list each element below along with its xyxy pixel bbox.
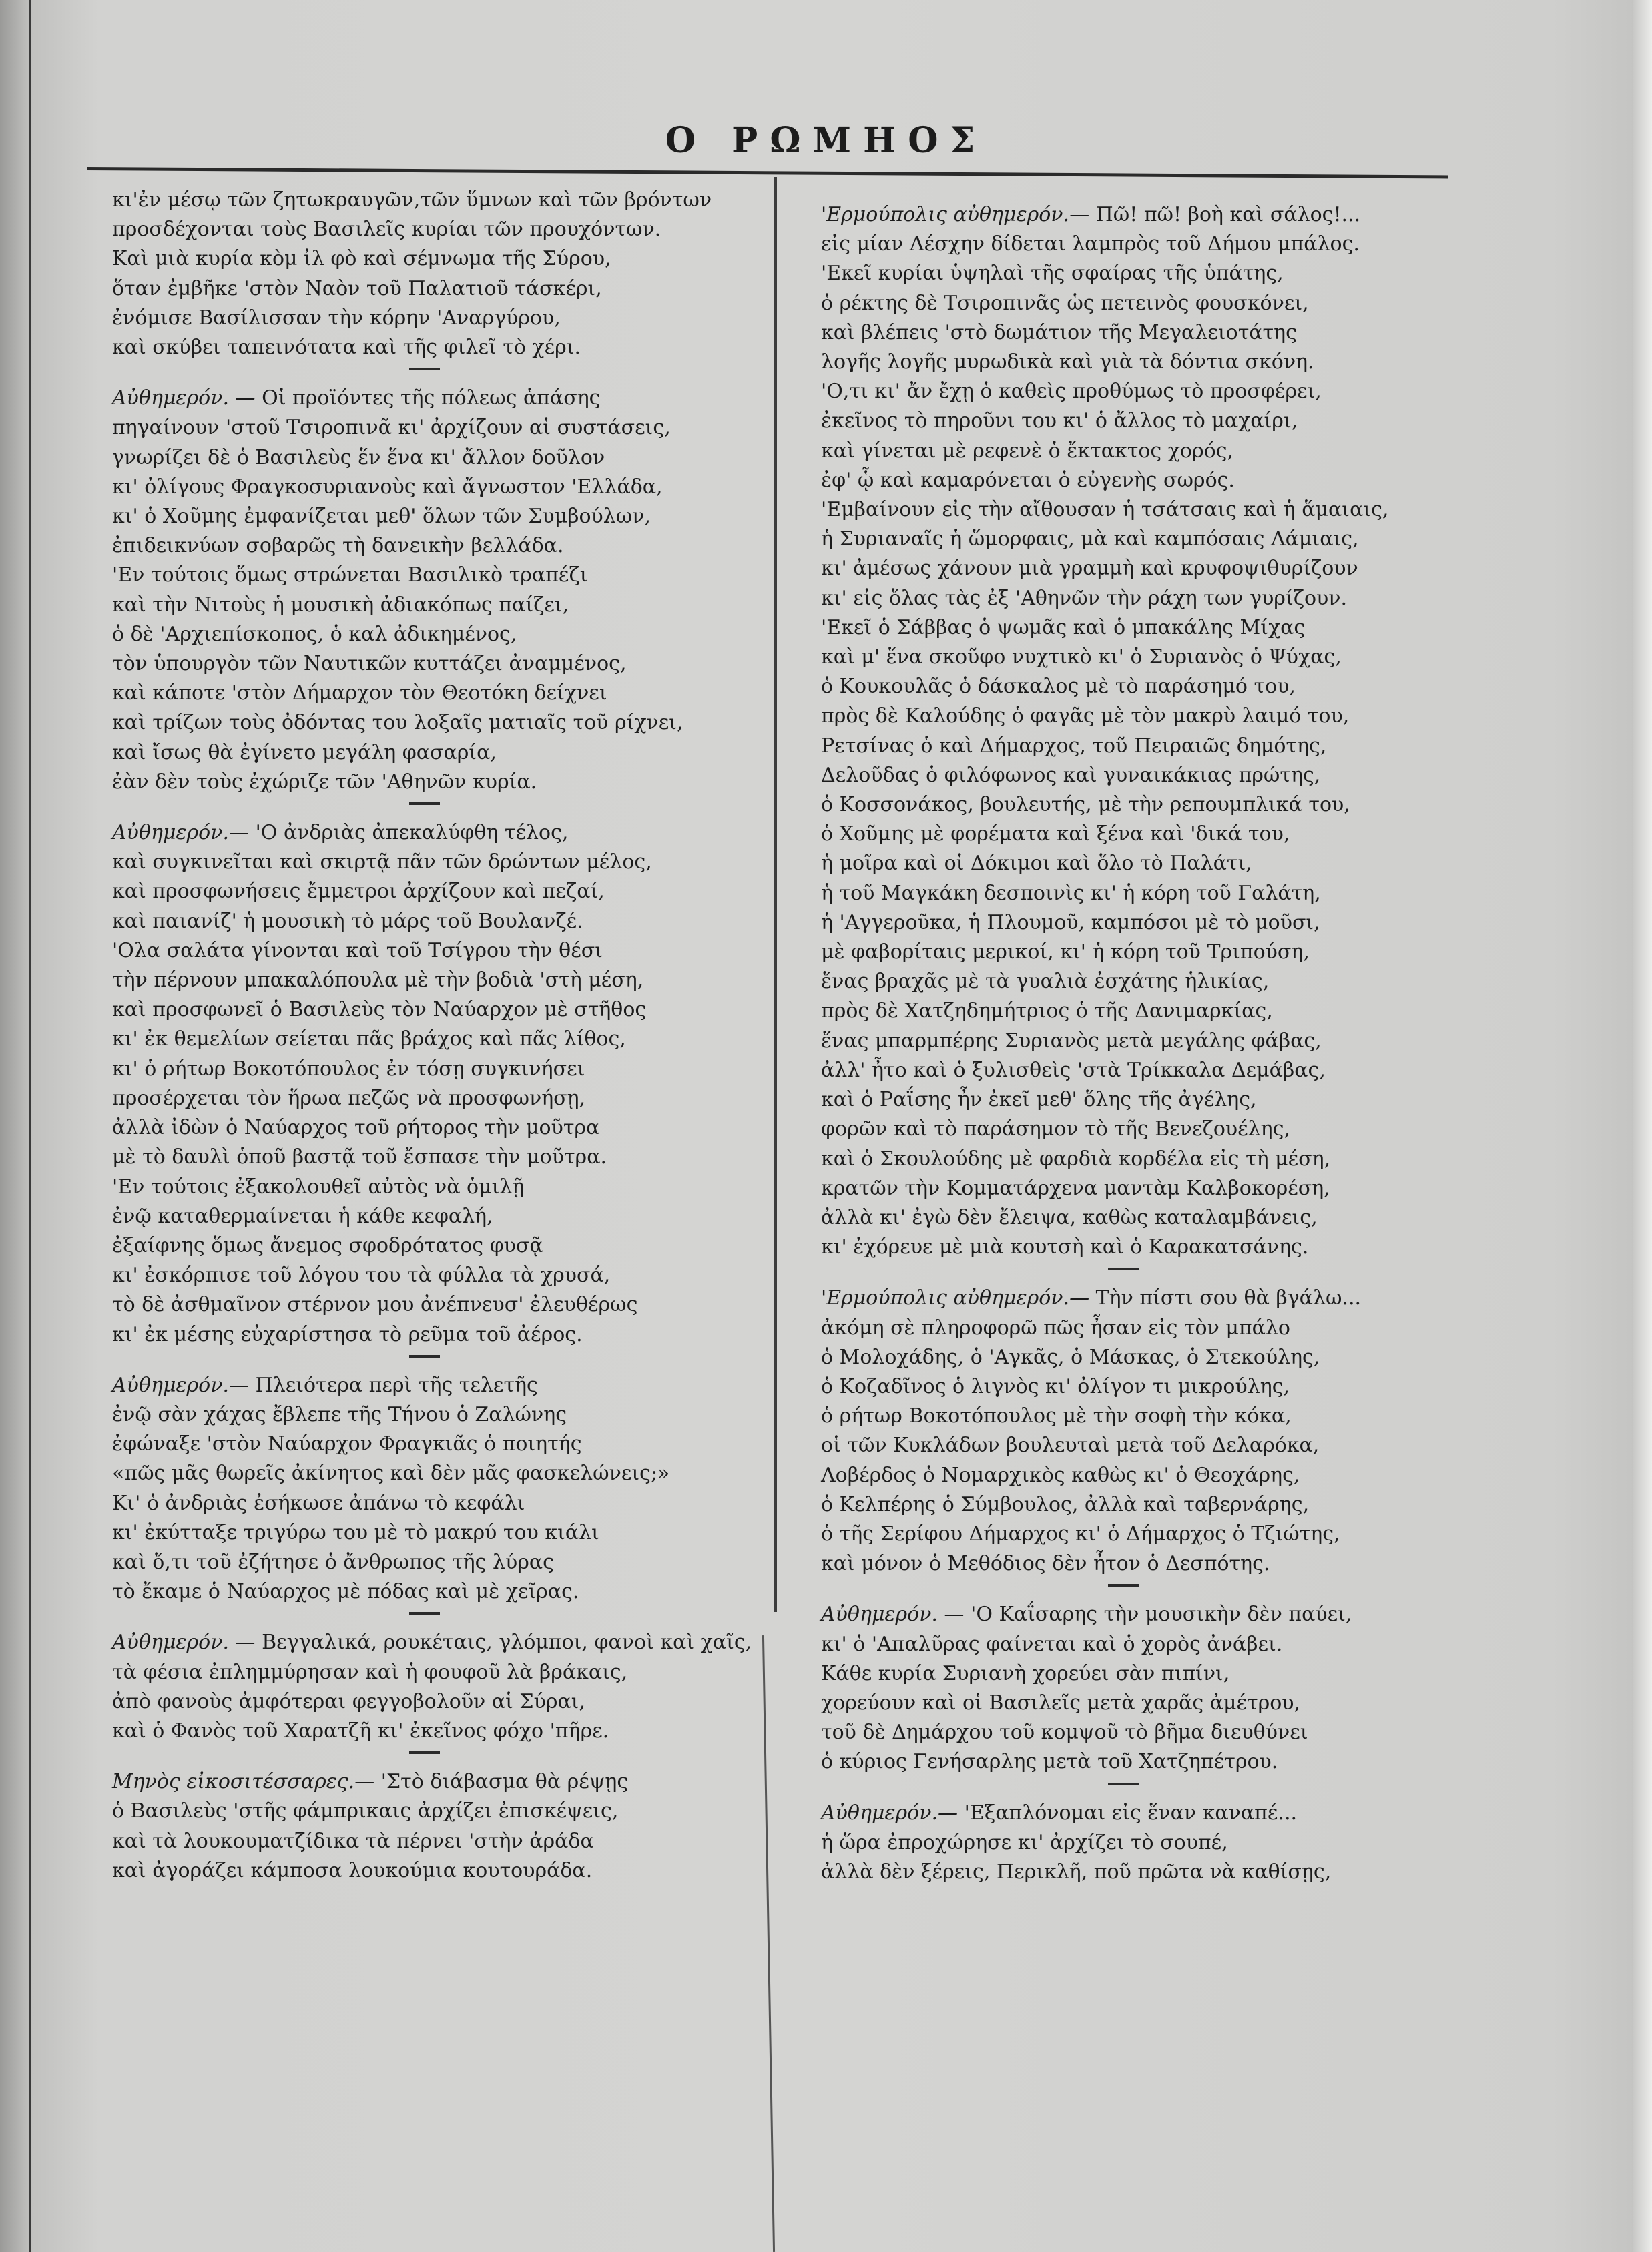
verse-text: οἱ τῶν Κυκλάδων βουλευταὶ μετὰ τοῦ Δελαρόκα, bbox=[821, 1434, 1320, 1458]
verse-line bbox=[821, 1056, 1488, 1085]
verse-line bbox=[112, 1231, 766, 1261]
verse-line bbox=[112, 1717, 766, 1746]
verse-text: ὁ Κελπέρης ὁ Σύμβουλος, ἀλλὰ καὶ ταβερνάρης, bbox=[821, 1492, 1310, 1516]
verse-line bbox=[821, 938, 1488, 967]
verse-line bbox=[112, 818, 766, 848]
verse-text: τοῦ δὲ Δημάρχου τοῦ κομψοῦ τὸ βῆμα διευθύνει bbox=[821, 1721, 1308, 1745]
verse-line bbox=[112, 502, 766, 531]
verse-text: κι' ἐκ θεμελίων σείεται πᾶς βράχος καὶ πᾶς λίθος, bbox=[112, 1027, 626, 1051]
verse-text: καὶ προσφωνεῖ ὁ Βασιλεὺς τὸν Ναύαρχον μὲ στῆθος bbox=[112, 998, 647, 1022]
verse-text: προσδέχονται τοὺς Βασιλεῖς κυρίαι τῶν προυχόντων. bbox=[112, 218, 661, 242]
verse-line bbox=[821, 406, 1488, 436]
verse-line bbox=[821, 495, 1488, 525]
verse-line bbox=[821, 377, 1488, 406]
verse-line bbox=[821, 997, 1488, 1026]
verse-text: ἡ Συριαναῖς ἡ ὥμορφαις, μὰ καὶ καμπόσαις Λάμιαις, bbox=[821, 527, 1359, 551]
verse-text: Δελοῦδας ὁ φιλόφωνος καὶ γυναικάκιας πρώτης, bbox=[821, 763, 1321, 787]
verse-text: καὶ παιανίζ' ἡ μουσικὴ τὸ μάρς τοῦ Βουλανζέ. bbox=[112, 909, 583, 933]
verse-text: Λοβέρδος ὁ Νομαρχικὸς καθὼς κι' ὁ Θεοχάρης, bbox=[821, 1463, 1300, 1487]
verse-line bbox=[821, 613, 1488, 643]
verse-line bbox=[821, 1203, 1488, 1233]
verse-line bbox=[112, 473, 766, 502]
verse-text: ἀλλὰ ἰδὼν ὁ Ναύαρχος τοῦ ρήτορος τὴν μοῦτρα bbox=[112, 1116, 600, 1140]
verse-text: καὶ ὁ Σκουλούδης μὲ φαρδιὰ κορδέλα εἰς τὴ μέση, bbox=[821, 1147, 1331, 1171]
verse-line bbox=[112, 995, 766, 1025]
verse-line bbox=[112, 1055, 766, 1084]
verse-text: κι' ἐκύτταξε τριγύρω του μὲ τὸ μακρύ του κιάλι bbox=[112, 1520, 599, 1544]
verse-text: κι' ἀμέσως χάνουν μιὰ γραμμὴ καὶ κρυφοψιθυρίζουν bbox=[821, 557, 1358, 581]
verse-text: καὶ ὁ Ραΐσης ἦν ἐκεῖ μεθ' ὅλης τῆς ἀγέλης, bbox=[821, 1088, 1257, 1112]
verse-line bbox=[821, 1085, 1488, 1115]
verse-line bbox=[112, 877, 766, 906]
verse-line bbox=[821, 1372, 1488, 1402]
verse-text: ἐκεῖνος τὸ πηροῦνι του κι' ὁ ἄλλος τὸ μαχαίρι, bbox=[821, 409, 1298, 433]
verse-line bbox=[821, 1858, 1488, 1887]
verse-text: ὅταν ἐμβῆκε 'στὸν Ναὸν τοῦ Παλατιοῦ τάσκέρι, bbox=[112, 276, 602, 300]
section-separator bbox=[409, 1355, 440, 1358]
verse-line bbox=[821, 554, 1488, 583]
section-heading: Αὐθημερόν. — bbox=[112, 1631, 256, 1655]
verse-text: ὁ Βασιλεὺς 'στῆς φάμπρικαις ἀρχίζει ἐπισκέψεις, bbox=[112, 1799, 619, 1823]
verse-text: γνωρίζει δὲ ὁ Βασιλεὺς ἕν ἕνα κι' ἄλλον δοῦλον bbox=[112, 445, 605, 469]
verse-text: 'Εκεῖ ὁ Σάββας ὁ ψωμᾶς καὶ ὁ μπακάλης Μίχας bbox=[821, 615, 1306, 639]
verse-line bbox=[112, 1202, 766, 1231]
verse-text: καὶ σκύβει ταπεινότατα καὶ τῆς φιλεῖ τὸ χέρι. bbox=[112, 336, 581, 360]
verse-line bbox=[112, 1628, 766, 1657]
verse-line bbox=[821, 1549, 1488, 1579]
verse-text: Βεγγαλικά, ρουκέταις, γλόμποι, φανοὶ καὶ χαῖς, bbox=[262, 1631, 752, 1655]
verse-line bbox=[112, 1827, 766, 1856]
masthead-title: Ο ΡΩΜΗΟΣ bbox=[665, 120, 987, 161]
verse-text: ἐξαίφνης ὅμως ἄνεμος σφοδρότατος φυσᾷ bbox=[112, 1233, 543, 1257]
verse-line bbox=[821, 761, 1488, 790]
verse-text: τὸν ὑπουργὸν τῶν Ναυτικῶν κυττάζει ἀναμμένος, bbox=[112, 652, 627, 676]
verse-text: κι' ὁ ρήτωρ Βοκοτόπουλος ἐν τόσῃ συγκινήσει bbox=[112, 1057, 585, 1081]
verse-line bbox=[821, 1747, 1488, 1777]
verse-text: 'Ο Καΐσαρης τὴν μουσικὴν δὲν παύει, bbox=[971, 1603, 1352, 1627]
section-separator bbox=[1108, 1783, 1139, 1785]
verse-text: Καὶ μιὰ κυρία κὸμ ἰλ φὸ καὶ σέμνωμα τῆς Σύρου, bbox=[112, 247, 611, 271]
verse-text: 'Στὸ διάβασμα θὰ ρέψῃς bbox=[380, 1770, 629, 1794]
verse-text: ἀλλὰ δὲν ξέρεις, Περικλῆ, ποῦ πρῶτα νὰ καθίσῃς, bbox=[821, 1860, 1332, 1884]
verse-line bbox=[821, 1233, 1488, 1262]
verse-line bbox=[112, 1320, 766, 1350]
verse-line bbox=[821, 1284, 1488, 1313]
verse-text: καὶ κάποτε 'στὸν Δήμαρχον τὸν Θεοτόκη δείχνει bbox=[112, 681, 607, 706]
verse-text: λογῆς λογῆς μυρωδικὰ καὶ γιὰ τὰ δόντια σκόνη. bbox=[821, 350, 1314, 374]
verse-line bbox=[112, 244, 766, 274]
verse-text: ἐπιδεικνύων σοβαρῶς τὴ δανεικὴν βελλάδα. bbox=[112, 534, 564, 558]
verse-line bbox=[821, 348, 1488, 377]
verse-line bbox=[821, 1630, 1488, 1659]
verse-line bbox=[821, 466, 1488, 495]
verse-line bbox=[112, 304, 766, 333]
section-heading: Μηνὸς εἰκοσιτέσσαρες.— bbox=[112, 1770, 375, 1794]
verse-line bbox=[112, 1489, 766, 1518]
verse-line bbox=[821, 1115, 1488, 1144]
verse-line bbox=[112, 1173, 766, 1202]
verse-line bbox=[112, 1143, 766, 1172]
verse-line bbox=[112, 1400, 766, 1430]
verse-line bbox=[821, 820, 1488, 849]
verse-text: καὶ τρίζων τοὺς ὀδόντας του λοξαῖς ματιαῖς τοῦ ρίχνει, bbox=[112, 711, 683, 735]
verse-line bbox=[112, 1084, 766, 1113]
verse-line bbox=[821, 1689, 1488, 1718]
verse-text: ἡ μοῖρα καὶ οἱ Δόκιμοι καὶ ὅλο τὸ Παλάτι, bbox=[821, 852, 1252, 876]
verse-text: καὶ ἀγοράζει κάμποσα λουκούμια κουτουράδα. bbox=[112, 1858, 593, 1882]
verse-text: ὁ τῆς Σερίφου Δήμαρχος κι' ὁ Δήμαρχος ὁ Τζιώτης, bbox=[821, 1522, 1340, 1546]
verse-line bbox=[112, 215, 766, 244]
verse-line bbox=[112, 936, 766, 966]
verse-line bbox=[112, 274, 766, 304]
verse-line bbox=[821, 1461, 1488, 1490]
verse-line bbox=[112, 1290, 766, 1320]
verse-line bbox=[112, 848, 766, 877]
verse-text: κι'ἐν μέσῳ τῶν ζητωκραυγῶν,τῶν ὕμνων καὶ τῶν βρόντων bbox=[112, 188, 712, 212]
verse-text: Ρετσίνας ὁ καὶ Δήμαρχος, τοῦ Πειραιῶς δημότης, bbox=[821, 734, 1327, 758]
verse-line bbox=[112, 1658, 766, 1687]
verse-text: κι' ἐσκόρπισε τοῦ λόγου του τὰ φύλλα τὰ χρυσά, bbox=[112, 1263, 611, 1288]
verse-line bbox=[112, 1518, 766, 1548]
section-separator bbox=[409, 802, 440, 805]
verse-text: ἐνῷ σὰν χάχας ἔβλεπε τῆς Τήνου ὁ Ζαλώνης bbox=[112, 1402, 567, 1426]
verse-line bbox=[821, 1799, 1488, 1828]
verse-text: καὶ βλέπεις 'στὸ δωμάτιον τῆς Μεγαλειοτάτης bbox=[821, 320, 1297, 344]
verse-text: μὲ φαβορίταις μερικοί, κι' ἡ κόρη τοῦ Τριπούση, bbox=[821, 940, 1310, 964]
verse-text: 'Εμβαίνουν εἰς τὴν αἴθουσαν ἡ τσάτσαις καὶ ἡ ἅμαιαις, bbox=[821, 498, 1389, 522]
verse-text: ἡ τοῦ Μαγκάκη δεσποινὶς κι' ἡ κόρη τοῦ Γαλάτη, bbox=[821, 881, 1321, 905]
verse-line bbox=[112, 649, 766, 679]
verse-line bbox=[112, 1856, 766, 1886]
verse-line bbox=[112, 384, 766, 413]
verse-text: φορῶν καὶ τὸ παράσημον τὸ τῆς Βενεζουέλης, bbox=[821, 1117, 1290, 1141]
verse-text: 'Εν τούτοις ἐξακολουθεῖ αὐτὸς νὰ ὁμιλῇ bbox=[112, 1175, 525, 1199]
verse-text: πηγαίνουν 'στοῦ Τσιροπινᾶ κι' ἀρχίζουν αἱ συστάσεις, bbox=[112, 416, 671, 440]
verse-text: τὸ δὲ ἀσθμαῖνον στέρνον μου ἀνέπνευσ' ἐλευθέρως bbox=[112, 1293, 638, 1317]
verse-line bbox=[112, 186, 766, 215]
verse-text: τὸ ἔκαμε ὁ Ναύαρχος μὲ πόδας καὶ μὲ χεῖρας. bbox=[112, 1580, 579, 1604]
verse-text: καὶ ὁ Φανὸς τοῦ Χαρατζῆ κι' ἐκεῖνος φόχο 'πῆρε. bbox=[112, 1719, 609, 1743]
verse-line bbox=[821, 732, 1488, 761]
column-divider bbox=[774, 177, 777, 1612]
verse-text: ὁ Κουκουλᾶς ὁ δάσκαλος μὲ τὸ παράσημό του, bbox=[821, 675, 1296, 699]
verse-line bbox=[112, 531, 766, 561]
verse-line bbox=[821, 1145, 1488, 1174]
verse-text: 'Εν τούτοις ὅμως στρώνεται Βασιλικὸ τραπέζι bbox=[112, 563, 588, 587]
verse-line bbox=[112, 1797, 766, 1826]
verse-text: ὁ δὲ 'Αρχιεπίσκοπος, ὁ καλ ἀδικημένος, bbox=[112, 622, 517, 646]
verse-line bbox=[112, 1767, 766, 1797]
verse-text: Οἱ προϊόντες τῆς πόλεως ἁπάσης bbox=[262, 386, 601, 410]
verse-line bbox=[821, 1431, 1488, 1460]
verse-text: ἕνας μπαρμπέρης Συριανὸς μετὰ μεγάλης φάβας, bbox=[821, 1029, 1322, 1053]
verse-line bbox=[821, 289, 1488, 318]
verse-line bbox=[112, 708, 766, 738]
verse-text: Πλειότερα περὶ τῆς τελετῆς bbox=[255, 1373, 538, 1397]
verse-text: ἐὰν δὲν τοὺς ἐχώριζε τῶν 'Αθηνῶν κυρία. bbox=[112, 770, 537, 794]
verse-text: κι' ὀλίγους Φραγκοσυριανοὺς καὶ ἄγνωστον 'Ελλάδα, bbox=[112, 475, 663, 499]
verse-text: ἀκόμη σὲ πληροφορῶ πῶς ἦσαν εἰς τὸν μπάλο bbox=[821, 1316, 1290, 1340]
header-rule bbox=[87, 167, 1448, 178]
verse-line bbox=[112, 333, 766, 362]
verse-text: 'Ο ἀνδριὰς ἀπεκαλύφθη τέλος, bbox=[255, 821, 569, 845]
verse-text: πρὸς δὲ Χατζηδημήτριος ὁ τῆς Δανιμαρκίας, bbox=[821, 999, 1273, 1023]
verse-text: 'Ο,τι κι' ἄν ἔχῃ ὁ καθεὶς προθύμως τὸ προσφέρει, bbox=[821, 380, 1322, 404]
verse-text: κι' εἰς ὅλας τὰς ἐξ 'Αθηνῶν τὴν ράχη των γυρίζουν. bbox=[821, 586, 1348, 610]
verse-line bbox=[821, 701, 1488, 731]
verse-line bbox=[112, 1025, 766, 1054]
verse-line bbox=[112, 1459, 766, 1488]
verse-line bbox=[821, 1828, 1488, 1858]
section-separator bbox=[409, 1751, 440, 1754]
verse-line bbox=[112, 768, 766, 797]
verse-text: κρατῶν τὴν Κομματάρχενα μαντὰμ Καλβοκορέση, bbox=[821, 1176, 1330, 1200]
verse-text: μὲ τὸ δαυλὶ ὁποῦ βαστᾷ τοῦ ἔσπασε τὴν μοῦτρα. bbox=[112, 1145, 607, 1169]
verse-text: κι' ἐχόρευε μὲ μιὰ κουτσὴ καὶ ὁ Καρακατσάνης. bbox=[821, 1235, 1309, 1259]
verse-line bbox=[821, 790, 1488, 820]
verse-text: ὁ κύριος Γενήσαρλης μετὰ τοῦ Χατζηπέτρου. bbox=[821, 1750, 1278, 1774]
verse-text: χορεύουν καὶ οἱ Βασιλεῖς μετὰ χαρᾶς ἀμέτρου, bbox=[821, 1691, 1301, 1715]
verse-line bbox=[821, 1314, 1488, 1343]
verse-line bbox=[821, 1402, 1488, 1431]
verse-text: καὶ τὴν Νιτοὺς ἡ μουσικὴ ἀδιακόπως παίζει, bbox=[112, 593, 569, 617]
verse-line bbox=[821, 1343, 1488, 1372]
section-heading: Αὐθημερόν.— bbox=[112, 821, 250, 845]
verse-text: 'Εξαπλόνομαι εἰς ἕναν καναπέ... bbox=[964, 1801, 1298, 1825]
verse-text: καὶ ὅ,τι τοῦ ἐζήτησε ὁ ἄνθρωπος τῆς λύρας bbox=[112, 1550, 554, 1574]
section-separator bbox=[409, 368, 440, 370]
verse-line bbox=[821, 967, 1488, 997]
verse-line bbox=[821, 672, 1488, 701]
verse-text: ἐνόμισε Βασίλισσαν τὴν κόρην 'Αναργύρου, bbox=[112, 306, 561, 330]
verse-text: καὶ τὰ λουκουματζίδικα τὰ πέρνει 'στὴν ἀράδα bbox=[112, 1829, 594, 1853]
verse-line bbox=[112, 1430, 766, 1459]
verse-text: ἡ ὥρα ἐπροχώρησε κι' ἀρχίζει τὸ σουπέ, bbox=[821, 1830, 1228, 1854]
verse-line bbox=[821, 1718, 1488, 1747]
verse-line bbox=[112, 443, 766, 473]
verse-line bbox=[821, 230, 1488, 259]
verse-line bbox=[821, 643, 1488, 672]
section-heading: Αὐθημερόν.— bbox=[821, 1801, 958, 1825]
verse-line bbox=[821, 849, 1488, 878]
verse-line bbox=[112, 679, 766, 708]
verse-text: ἡ 'Αγγεροῦκα, ἡ Πλουμοῦ, καμπόσοι μὲ τὸ μοῦσι, bbox=[821, 910, 1320, 934]
verse-line bbox=[821, 1174, 1488, 1203]
verse-text: ἐφ' ᾧ καὶ καμαρόνεται ὁ εὐγενὴς σωρός. bbox=[821, 468, 1235, 492]
verse-text: ὁ ρήτωρ Βοκοτόπουλος μὲ τὴν σοφὴ τὴν κόκα, bbox=[821, 1404, 1292, 1428]
verse-text: ἀλλ' ἦτο καὶ ὁ ξυλισθεὶς 'στὰ Τρίκκαλα Δεμάβας, bbox=[821, 1058, 1326, 1082]
verse-line bbox=[112, 591, 766, 620]
verse-line bbox=[112, 738, 766, 768]
verse-line bbox=[821, 1600, 1488, 1629]
verse-text: καὶ μ' ἕνα σκοῦφο νυχτικὸ κι' ὁ Συριανὸς ὁ Ψύχας, bbox=[821, 645, 1342, 669]
verse-text: Τὴν πίστι σου θὰ βγάλω... bbox=[1095, 1286, 1362, 1310]
left-column bbox=[112, 186, 766, 1886]
verse-text: κι' ὁ Χοῦμης ἐμφανίζεται μεθ' ὅλων τῶν Συμβούλων, bbox=[112, 505, 651, 529]
section-separator bbox=[409, 1612, 440, 1615]
verse-line bbox=[821, 1520, 1488, 1549]
page-binding bbox=[0, 0, 31, 2252]
right-column bbox=[821, 200, 1488, 1887]
verse-line bbox=[821, 1659, 1488, 1689]
verse-text: πρὸς δὲ Καλούδης ὁ φαγᾶς μὲ τὸν μακρὺ λαιμό του, bbox=[821, 704, 1350, 728]
verse-line bbox=[112, 1261, 766, 1290]
section-heading: Αὐθημερόν.— bbox=[112, 1373, 250, 1397]
verse-text: 'Εκεῖ κυρίαι ὑψηλαὶ τῆς σφαίρας τῆς ὑπάτης, bbox=[821, 262, 1284, 286]
section-heading: 'Ερμούπολις αὐθημερόν.— bbox=[821, 1286, 1090, 1310]
verse-text: τὰ φέσια ἐπλημμύρησαν καὶ ἡ φουφοῦ λὰ βράκαις, bbox=[112, 1660, 628, 1684]
verse-text: ὁ Κοζαδῖνος ὁ λιγνὸς κι' ὀλίγον τι μικρούλης, bbox=[821, 1374, 1290, 1398]
verse-text: εἰς μίαν Λέσχην δίδεται λαμπρὸς τοῦ Δήμου μπάλος. bbox=[821, 232, 1360, 256]
verse-text: καὶ συγκινεῖται καὶ σκιρτᾷ πᾶν τῶν δρώντων μέλος, bbox=[112, 850, 652, 874]
verse-line bbox=[112, 1687, 766, 1717]
page-edge bbox=[1633, 0, 1652, 2252]
section-separator bbox=[1108, 1268, 1139, 1270]
verse-line bbox=[112, 413, 766, 443]
verse-line bbox=[821, 318, 1488, 348]
verse-line bbox=[821, 908, 1488, 938]
section-separator bbox=[1108, 1584, 1139, 1587]
verse-line bbox=[821, 1027, 1488, 1056]
verse-text: καὶ ἴσως θὰ ἐγίνετο μεγάλη φασαρία, bbox=[112, 740, 497, 764]
verse-line bbox=[821, 525, 1488, 554]
verse-text: Πῶ! πῶ! βοὴ καὶ σάλος!... bbox=[1095, 203, 1361, 226]
verse-text: ἐφώναξε 'στὸν Ναύαρχον Φραγκιᾶς ὁ ποιητής bbox=[112, 1432, 582, 1456]
section-heading: Αὐθημερόν. — bbox=[112, 386, 256, 410]
verse-text: ἀπὸ φανοὺς ἀμφότεραι φεγγοβολοῦν αἱ Σύραι, bbox=[112, 1689, 586, 1713]
verse-line bbox=[112, 1548, 766, 1577]
verse-line bbox=[821, 584, 1488, 613]
verse-line bbox=[112, 1113, 766, 1143]
verse-text: 'Ολα σαλάτα γίνονται καὶ τοῦ Τσίγρου τὴν θέσι bbox=[112, 938, 603, 962]
verse-line bbox=[112, 561, 766, 590]
verse-text: «πῶς μᾶς θωρεῖς ἀκίνητος καὶ δὲν μᾶς φασκελώνεις;» bbox=[112, 1462, 670, 1486]
verse-line bbox=[112, 1371, 766, 1400]
verse-line bbox=[112, 966, 766, 995]
verse-text: προσέρχεται τὸν ἥρωα πεζῶς νὰ προσφωνήσῃ, bbox=[112, 1086, 586, 1110]
verse-line bbox=[112, 907, 766, 936]
verse-text: ἕνας βραχᾶς μὲ τὰ γυαλιὰ ἐσχάτης ἡλικίας, bbox=[821, 970, 1270, 994]
verse-text: καὶ μόνον ὁ Μεθόδιος δὲν ἦτον ὁ Δεσπότης. bbox=[821, 1552, 1270, 1576]
section-heading: Αὐθημερόν. — bbox=[821, 1603, 965, 1627]
verse-text: Κάθε κυρία Συριανὴ χορεύει σὰν πιπίνι, bbox=[821, 1661, 1230, 1685]
verse-text: ὁ Χοῦμης μὲ φορέματα καὶ ξένα καὶ 'δικά του, bbox=[821, 822, 1290, 846]
verse-line bbox=[821, 437, 1488, 466]
verse-text: κι' ἐκ μέσης εὐχαρίστησα τὸ ρεῦμα τοῦ ἀέρος. bbox=[112, 1322, 583, 1346]
verse-line bbox=[112, 1577, 766, 1607]
verse-line bbox=[821, 259, 1488, 288]
verse-line bbox=[821, 200, 1488, 230]
verse-text: ὁ ρέκτης δὲ Τσιροπινᾶς ὡς πετεινὸς φουσκόνει, bbox=[821, 291, 1309, 315]
verse-text: καὶ προσφωνήσεις ἔμμετροι ἀρχίζουν καὶ πεζαί, bbox=[112, 880, 605, 904]
section-heading: 'Ερμούπολις αὐθημερόν.— bbox=[821, 203, 1090, 226]
verse-text: κι' ὁ 'Απαλῦρας φαίνεται καὶ ὁ χορὸς ἀνάβει. bbox=[821, 1632, 1283, 1656]
verse-text: ἀλλὰ κι' ἐγὼ δὲν ἔλειψα, καθὼς καταλαμβάνεις, bbox=[821, 1205, 1318, 1229]
verse-line bbox=[821, 1490, 1488, 1520]
verse-text: ἐνῷ καταθερμαίνεται ἡ κάθε κεφαλή, bbox=[112, 1204, 493, 1228]
verse-text: ὁ Μολοχάδης, ὁ 'Αγκᾶς, ὁ Μάσκας, ὁ Στεκούλης, bbox=[821, 1345, 1320, 1369]
verse-text: Κι' ὁ ἀνδριὰς ἐσήκωσε ἀπάνω τὸ κεφάλι bbox=[112, 1491, 525, 1515]
verse-line bbox=[821, 879, 1488, 908]
verse-text: τὴν πέρνουν μπακαλόπουλα μὲ τὴν βοδιὰ 'στὴ μέση, bbox=[112, 968, 644, 993]
verse-text: καὶ γίνεται μὲ ρεφενὲ ὁ ἔκτακτος χορός, bbox=[821, 439, 1233, 463]
verse-text: ὁ Κοσσονάκος, βουλευτής, μὲ τὴν ρεπουμπλικά του, bbox=[821, 793, 1350, 817]
verse-line bbox=[112, 620, 766, 649]
